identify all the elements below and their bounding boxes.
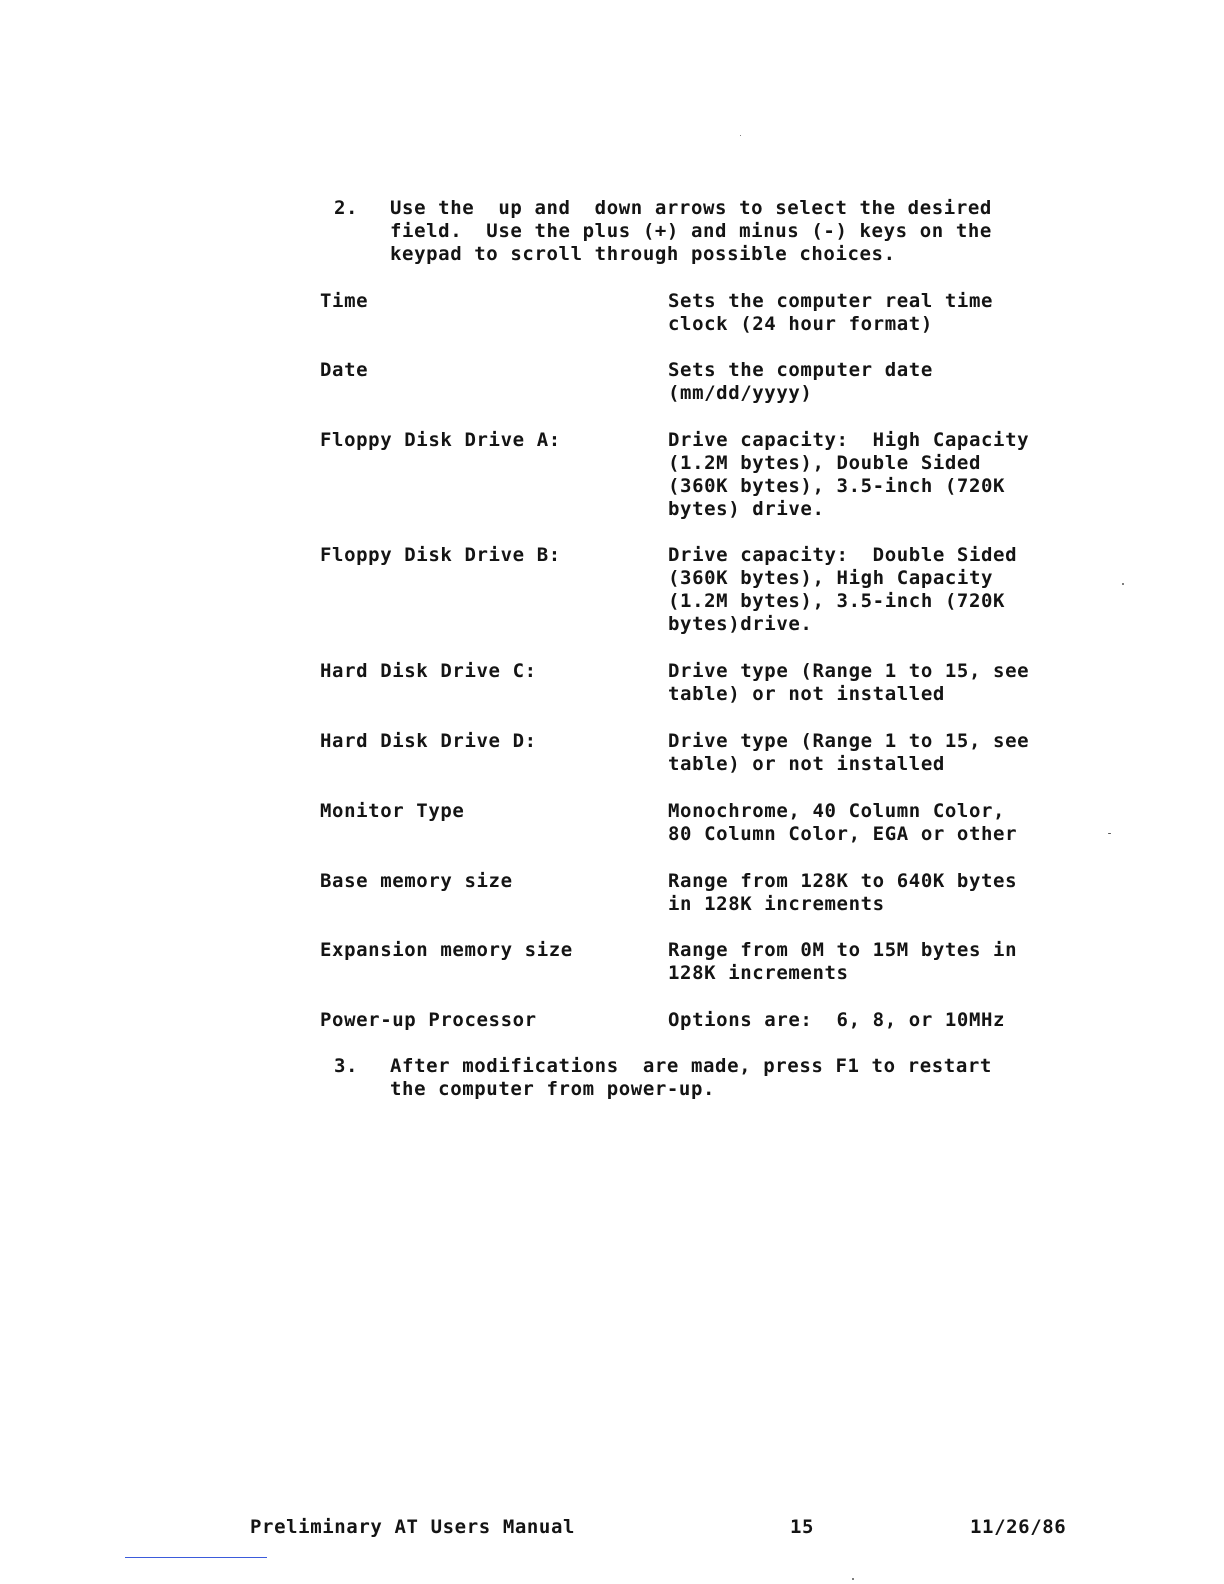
scan-speck — [1122, 583, 1124, 585]
setting-description — [668, 730, 1029, 776]
scan-speck — [740, 135, 741, 136]
setting-description — [668, 429, 1029, 521]
setting-description — [668, 939, 1017, 985]
step-line: Use the up and down arrows to select the desired — [390, 197, 992, 219]
description-line: bytes)drive. — [668, 613, 813, 635]
step-text — [390, 197, 992, 266]
setting-label: Hard Disk Drive D: — [320, 730, 537, 752]
step-line: field. Use the plus (+) and minus (-) keys on the — [390, 220, 992, 242]
setting-label: Hard Disk Drive C: — [320, 660, 537, 682]
scan-edge-line — [125, 1557, 267, 1558]
description-line: Drive capacity: Double Sided — [668, 544, 1018, 566]
setting-description — [668, 359, 933, 405]
setting-description — [668, 290, 993, 336]
footer-date: 11/26/86 — [970, 1516, 1067, 1538]
description-line: Sets the computer date — [668, 359, 933, 381]
setting-description — [668, 544, 1017, 636]
description-line: bytes) drive. — [668, 498, 825, 520]
description-line: Range from 0M to 15M bytes in — [668, 939, 1018, 961]
setting-description — [668, 800, 1017, 846]
scan-speck — [852, 1578, 854, 1580]
description-line: 80 Column Color, EGA or other — [668, 823, 1018, 845]
description-line: (mm/dd/yyyy) — [668, 382, 813, 404]
setting-label: Power-up Processor — [320, 1009, 537, 1031]
description-line: in 128K increments — [668, 893, 885, 915]
setting-label: Date — [320, 359, 369, 381]
description-line: Sets the computer real time — [668, 290, 994, 312]
description-line: Range from 128K to 640K bytes — [668, 870, 1018, 892]
step-number: 3. — [334, 1055, 359, 1077]
step-number: 2. — [334, 197, 359, 219]
step-line: After modifications are made, press F1 to restart — [390, 1055, 992, 1077]
step-text — [390, 1055, 992, 1101]
scan-speck — [1108, 833, 1111, 834]
setting-label: Time — [320, 290, 369, 312]
description-line: (360K bytes), High Capacity — [668, 567, 994, 589]
step-line: the computer from power-up. — [390, 1078, 716, 1100]
setting-description — [668, 870, 1017, 916]
description-line: clock (24 hour format) — [668, 313, 933, 335]
description-line: (1.2M bytes), 3.5-inch (720K — [668, 590, 1006, 612]
description-line: 128K increments — [668, 962, 849, 984]
setting-label: Floppy Disk Drive B: — [320, 544, 561, 566]
footer-title: Preliminary AT Users Manual — [250, 1516, 576, 1538]
setting-label: Monitor Type — [320, 800, 465, 822]
description-line: Drive capacity: High Capacity — [668, 429, 1030, 451]
description-line: Drive type (Range 1 to 15, see — [668, 730, 1030, 752]
step-line: keypad to scroll through possible choices. — [390, 243, 896, 265]
page-number: 15 — [790, 1516, 815, 1538]
setting-label: Floppy Disk Drive A: — [320, 429, 561, 451]
description-line: table) or not installed — [668, 753, 945, 775]
description-line: Drive type (Range 1 to 15, see — [668, 660, 1030, 682]
setting-description — [668, 1009, 1005, 1032]
setting-label: Base memory size — [320, 870, 513, 892]
description-line: table) or not installed — [668, 683, 945, 705]
setting-label: Expansion memory size — [320, 939, 573, 961]
description-line: (1.2M bytes), Double Sided — [668, 452, 982, 474]
description-line: (360K bytes), 3.5-inch (720K — [668, 475, 1006, 497]
setting-description — [668, 660, 1029, 706]
description-line: Monochrome, 40 Column Color, — [668, 800, 1006, 822]
description-line: Options are: 6, 8, or 10MHz — [668, 1009, 1006, 1031]
